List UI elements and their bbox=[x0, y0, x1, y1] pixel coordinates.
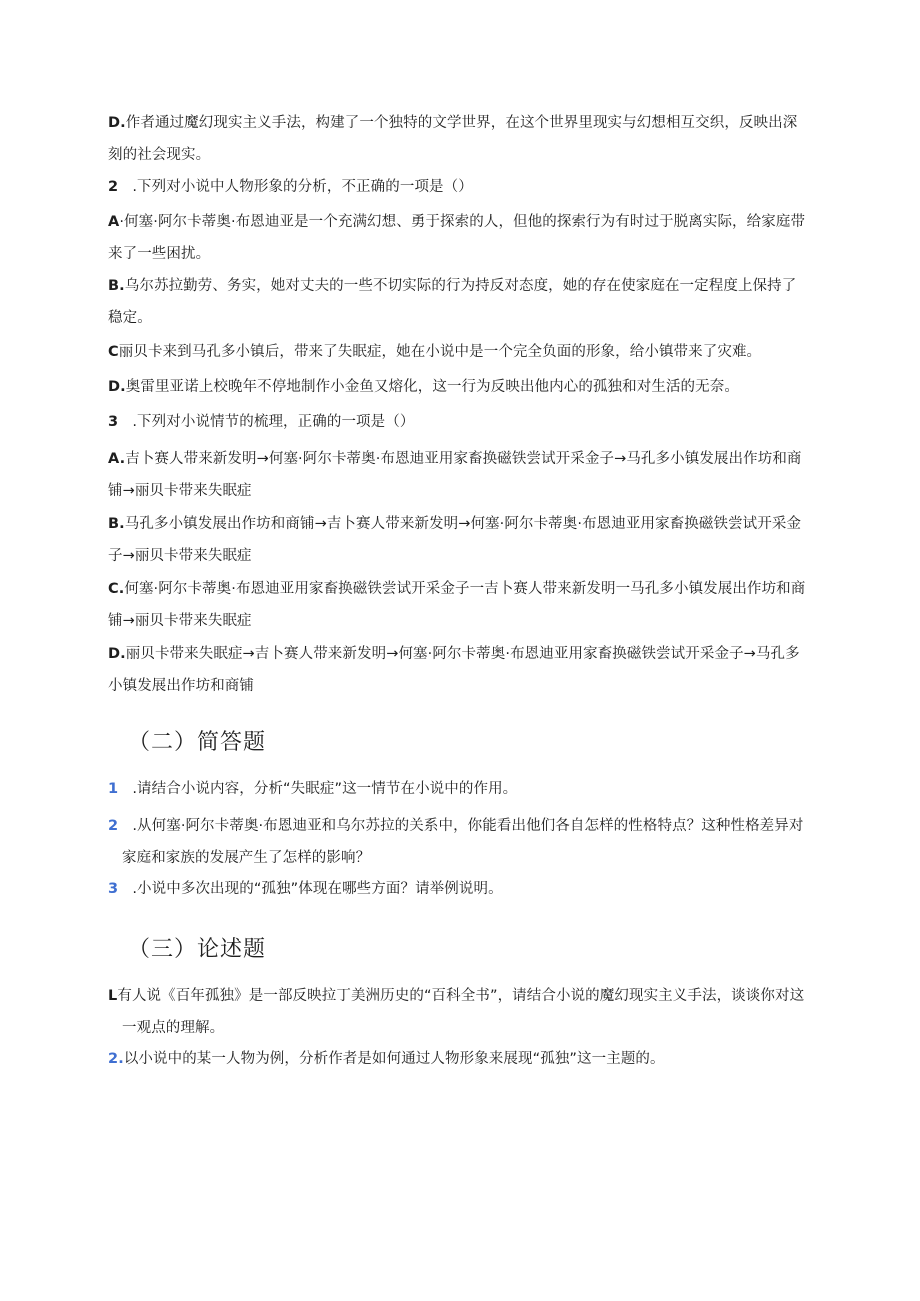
item-number: 3 bbox=[108, 881, 119, 897]
item-number: 1 bbox=[108, 781, 119, 797]
option-text: ·何塞·阿尔卡蒂奥·布恩迪亚是一个充满幻想、勇于探索的人，但他的探索行为有时过于脱离实际，给家庭带来了一些困扰。 bbox=[108, 214, 806, 262]
item-text: 以小说中的某一人物为例，分析作者是如何通过人物形象来展现“孤独”这一主题的。 bbox=[123, 1051, 665, 1067]
essay-item-2 bbox=[108, 1043, 808, 1075]
option-letter: D. bbox=[108, 379, 126, 395]
question-3-option-c bbox=[108, 573, 808, 637]
option-text: 丽贝卡来到马孔多小镇后，带来了失眠症，她在小说中是一个完全负面的形象，给小镇带来了灾难。 bbox=[118, 344, 762, 360]
short-answer-item-1 bbox=[108, 773, 808, 805]
question-3-option-b bbox=[108, 508, 808, 572]
option-letter: C bbox=[108, 344, 119, 360]
option-text: 作者通过魔幻现实主义手法，构建了一个独特的文学世界，在这个世界里现实与幻想相互交织，反映出深刻的社会现实。 bbox=[108, 115, 798, 163]
section-heading-essay: （三）论述题 bbox=[128, 937, 267, 962]
question-stem: .下列对小说情节的梳理，正确的一项是（） bbox=[132, 414, 415, 430]
item-number: L bbox=[108, 988, 118, 1004]
question-number: 3 bbox=[108, 414, 119, 430]
question-2-option-c bbox=[108, 336, 808, 368]
option-letter: A bbox=[108, 214, 120, 230]
option-letter: B. bbox=[108, 516, 125, 532]
option-letter: D. bbox=[108, 646, 126, 662]
short-answer-item-3 bbox=[108, 873, 808, 905]
option-text: 吉卜赛人带来新发明→何塞·阿尔卡蒂奥·布恩迪亚用家畜换磁铁尝试开采金子→马孔多小镇发展出作坊和商铺→丽贝卡带来失眠症 bbox=[108, 451, 802, 499]
essay-item-1 bbox=[108, 980, 808, 1044]
item-text: .从何塞·阿尔卡蒂奥·布恩迪亚和乌尔苏拉的关系中，你能看出他们各自怎样的性格特点？这种性格差异对家庭和家族的发展产生了怎样的影响？ bbox=[122, 818, 804, 866]
prev-option-d bbox=[108, 107, 808, 171]
option-text: 丽贝卡带来失眠症→吉卜赛人带来新发明→何塞·阿尔卡蒂奥·布恩迪亚用家畜换磁铁尝试开采金子→马孔多小镇发展出作坊和商铺 bbox=[108, 646, 800, 694]
option-letter: C. bbox=[108, 581, 125, 597]
option-text: 马孔多小镇发展出作坊和商铺→吉卜赛人带来新发明→何塞·阿尔卡蒂奥·布恩迪亚用家畜换磁铁尝试开采金子→丽贝卡带来失眠症 bbox=[108, 516, 802, 564]
question-2-stem bbox=[108, 171, 808, 203]
option-letter: B. bbox=[108, 278, 125, 294]
short-answer-item-2 bbox=[108, 810, 808, 874]
question-stem: .下列对小说中人物形象的分析，不正确的一项是（） bbox=[132, 179, 473, 195]
option-text: 奥雷里亚诺上校晚年不停地制作小金鱼又熔化，这一行为反映出他内心的孤独和对生活的无奈。 bbox=[125, 379, 739, 395]
question-2-option-a bbox=[108, 206, 808, 270]
option-text: 何塞·阿尔卡蒂奥·布恩迪亚用家畜换磁铁尝试开采金子一吉卜赛人带来新发明一马孔多小镇发展出作坊和商铺→丽贝卡带来失眠症 bbox=[108, 581, 806, 629]
option-letter: D. bbox=[108, 115, 126, 131]
item-text: .请结合小说内容，分析“失眠症”这一情节在小说中的作用。 bbox=[132, 781, 518, 797]
item-text: 有人说《百年孤独》是一部反映拉丁美洲历史的“百科全书”，请结合小说的魔幻现实主义手法，谈谈你对这一观点的理解。 bbox=[117, 988, 805, 1036]
item-number: 2. bbox=[108, 1051, 124, 1067]
option-letter: A. bbox=[108, 451, 126, 467]
question-3-option-a bbox=[108, 443, 808, 507]
question-2-option-b bbox=[108, 270, 808, 334]
section-heading-short-answer: （二）简答题 bbox=[128, 730, 267, 755]
question-2-option-d bbox=[108, 371, 808, 403]
question-3-stem bbox=[108, 406, 808, 438]
question-number: 2 bbox=[108, 179, 119, 195]
item-number: 2 bbox=[108, 818, 119, 834]
option-text: 乌尔苏拉勤劳、务实，她对丈夫的一些不切实际的行为持反对态度，她的存在使家庭在一定程度上保持了稳定。 bbox=[108, 278, 797, 326]
item-text: .小说中多次出现的“孤独”体现在哪些方面？请举例说明。 bbox=[132, 881, 503, 897]
question-3-option-d bbox=[108, 638, 808, 702]
